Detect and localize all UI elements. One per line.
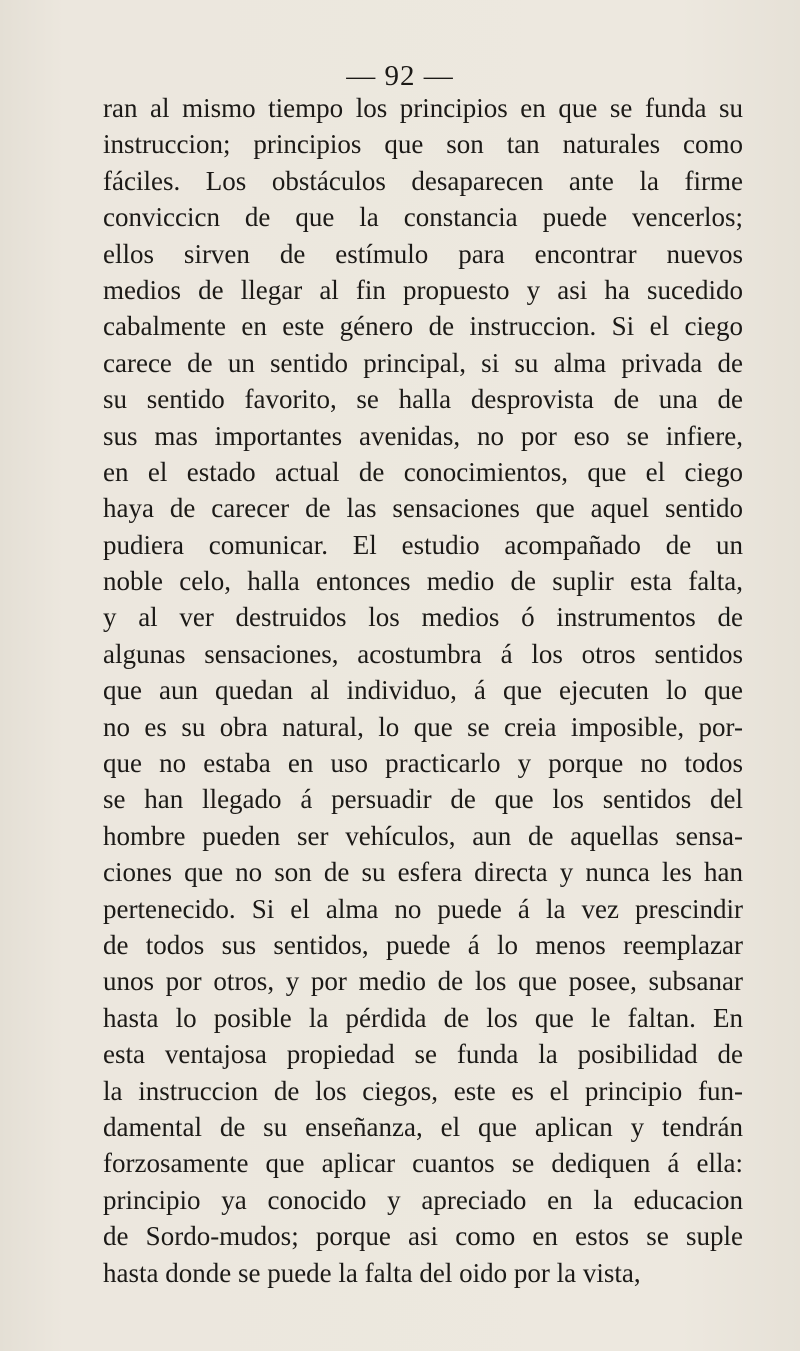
text-line: damental de su enseñanza, el que aplican y tendrán: [103, 1111, 743, 1142]
text-line: cabalmente en este género de instruccion. Si el ciego: [103, 311, 743, 342]
text-line: en el estado actual de conocimientos, que el ciego: [103, 456, 743, 487]
text-line: carece de un sentido principal, si su alma privada de: [103, 347, 743, 378]
text-line: ellos sirven de estímulo para encontrar nuevos: [103, 238, 743, 269]
text-line: forzosamente que aplicar cuantos se dediquen á ella:: [103, 1148, 743, 1179]
text-line: de todos sus sentidos, puede á lo menos reemplazar: [103, 929, 743, 960]
text-line: ciones que no son de su esfera directa y nunca les han: [103, 857, 743, 888]
text-line: hasta lo posible la pérdida de los que le faltan. En: [103, 1002, 743, 1033]
page-number: — 92 —: [346, 60, 454, 92]
text-line: pertenecido. Si el alma no puede á la vez prescindir: [103, 893, 743, 924]
text-line: hombre pueden ser vehículos, aun de aquellas sensa-: [103, 820, 743, 851]
text-line: conviccicn de que la constancia puede vencerlos;: [103, 202, 743, 233]
text-line: unos por otros, y por medio de los que posee, subsanar: [103, 966, 743, 997]
text-line: algunas sensaciones, acostumbra á los otros sentidos: [103, 638, 743, 669]
text-line: que aun quedan al individuo, á que ejecuten lo que: [103, 675, 743, 706]
text-line: que no estaba en uso practicarlo y porque no todos: [103, 748, 743, 779]
text-line: principio ya conocido y apreciado en la educacion: [103, 1184, 743, 1215]
text-line: haya de carecer de las sensaciones que aquel sentido: [103, 493, 743, 524]
text-line: esta ventajosa propiedad se funda la posibilidad de: [103, 1039, 743, 1070]
text-line: medios de llegar al fin propuesto y asi ha sucedido: [103, 274, 743, 305]
text-line: y al ver destruidos los medios ó instrumentos de: [103, 602, 743, 633]
text-line: noble celo, halla entonces medio de suplir esta falta,: [103, 566, 743, 597]
text-line: su sentido favorito, se halla desprovista de una de: [103, 384, 743, 415]
text-line: fáciles. Los obstáculos desaparecen ante la firme: [103, 165, 743, 196]
text-line: la instruccion de los ciegos, este es el principio fun-: [103, 1075, 743, 1106]
body-text: [103, 90, 743, 1291]
text-line: instruccion; principios que son tan naturales como: [103, 129, 743, 160]
text-line: no es su obra natural, lo que se creia imposible, por-: [103, 711, 743, 742]
text-line: hasta donde se puede la falta del oido por la vista,: [103, 1257, 641, 1288]
text-line: ran al mismo tiempo los principios en que se funda su: [103, 93, 743, 123]
text-line: de Sordo-mudos; porque asi como en estos se suple: [103, 1221, 743, 1252]
text-line: se han llegado á persuadir de que los sentidos del: [103, 784, 743, 815]
text-line: pudiera comunicar. El estudio acompañado de un: [103, 529, 743, 560]
text-line: sus mas importantes avenidas, no por eso se infiere,: [103, 420, 743, 451]
